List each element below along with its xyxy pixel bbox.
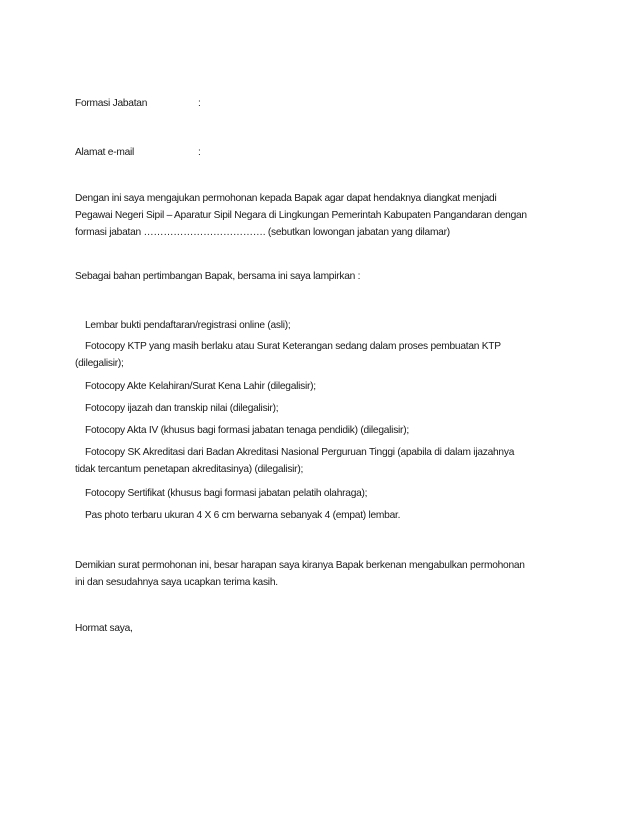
attachment-item xyxy=(75,317,575,336)
attachment-item xyxy=(75,378,575,397)
attachment-item xyxy=(75,444,575,482)
request-line: Dengan ini saya mengajukan permohonan kepada Bapak agar dapat hendaknya diangkat menjadi xyxy=(75,193,497,204)
attachment-item xyxy=(75,338,575,376)
alamat-email-label: Alamat e-mail xyxy=(75,147,135,158)
attachment-item xyxy=(75,485,575,504)
formasi-jabatan-label: Formasi Jabatan xyxy=(75,98,148,109)
request-line: formasi jabatan ………………………………. (sebutkan lowongan jabatan yang dilamar) xyxy=(75,227,450,238)
attachment-text: Fotocopy ijazah dan transkip nilai (dilegalisir); xyxy=(85,403,279,414)
attachment-text: Fotocopy Akta IV (khusus bagi formasi jabatan tenaga pendidik) (dilegalisir); xyxy=(85,425,409,436)
closing-line: ini dan sesudahnya saya ucapkan terima kasih. xyxy=(75,577,278,588)
attachment-text: Fotocopy SK Akreditasi dari Badan Akreditasi Nasional Perguruan Tinggi (apabila di dalam ijazahnya xyxy=(85,447,515,458)
signoff: Hormat saya, xyxy=(75,623,133,634)
attachment-text: Lembar bukti pendaftaran/registrasi online (asli); xyxy=(85,320,291,331)
attachment-text-continued: (dilegalisir); xyxy=(75,358,124,369)
attachment-text: Fotocopy Sertifikat (khusus bagi formasi jabatan pelatih olahraga); xyxy=(85,488,368,499)
attachment-text: Fotocopy KTP yang masih berlaku atau Surat Keterangan sedang dalam proses pembuatan KTP xyxy=(85,341,501,352)
alamat-email-colon: : xyxy=(198,147,201,158)
request-line: Pegawai Negeri Sipil – Aparatur Sipil Negara di Lingkungan Pemerintah Kabupaten Pangandaran dengan xyxy=(75,210,527,221)
attachment-item xyxy=(75,422,575,441)
attachments-intro: Sebagai bahan pertimbangan Bapak, bersama ini saya lampirkan : xyxy=(75,271,361,282)
attachment-item xyxy=(75,507,575,526)
attachment-item xyxy=(75,400,575,419)
attachment-text: Pas photo terbaru ukuran 4 X 6 cm berwarna sebanyak 4 (empat) lembar. xyxy=(85,510,401,521)
attachment-text: Fotocopy Akte Kelahiran/Surat Kena Lahir (dilegalisir); xyxy=(85,381,316,392)
request-paragraph xyxy=(75,190,575,241)
attachment-text-continued: tidak tercantum penetapan akreditasinya) (dilegalisir); xyxy=(75,464,304,475)
closing-line: Demikian surat permohonan ini, besar harapan saya kiranya Bapak berkenan mengabulkan permohonan xyxy=(75,560,525,571)
attachments-list xyxy=(75,317,575,526)
closing-paragraph xyxy=(75,557,575,591)
formasi-jabatan-colon: : xyxy=(198,98,201,109)
